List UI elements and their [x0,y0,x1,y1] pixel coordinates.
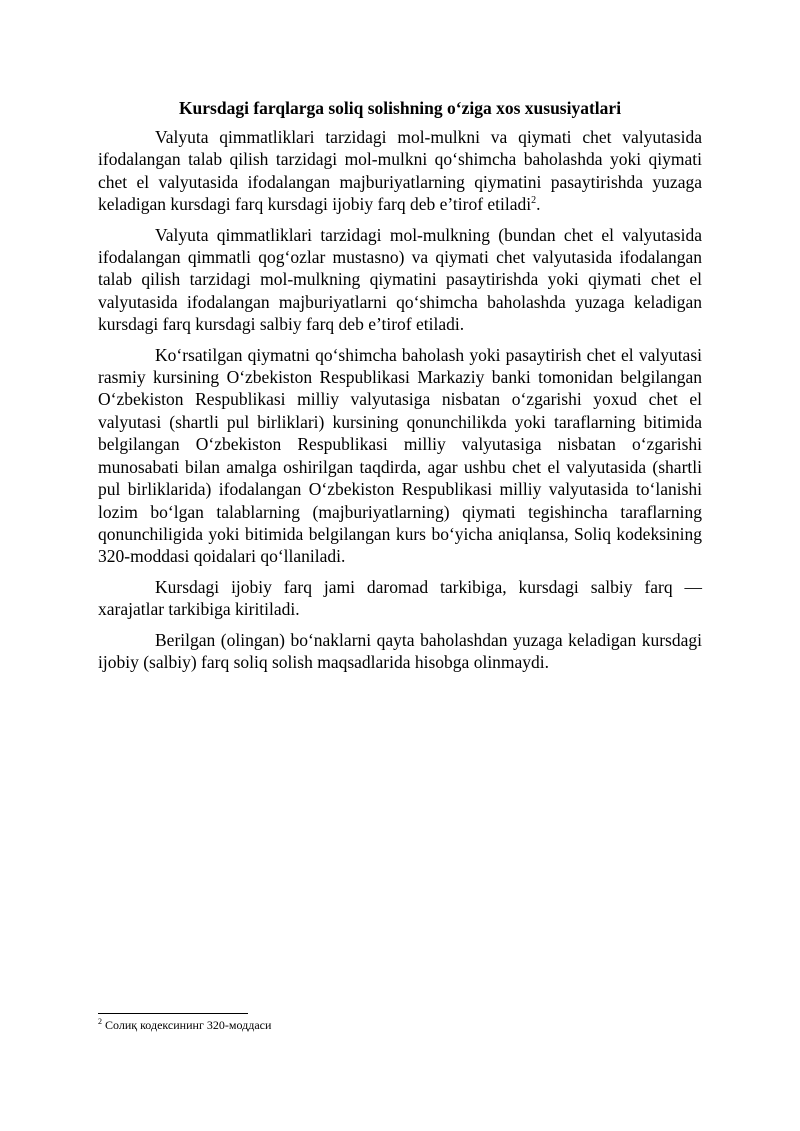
footnote [98,1018,702,1033]
paragraph-1 [98,126,702,216]
paragraph-3: Ko‘rsatilgan qiymatni qo‘shimcha baholash yoki pasaytirish chet el valyutasi rasmiy kursining O‘zbekiston Respublikasi Markaziy banki tomonidan belgilangan O‘zbekiston Respublikasi milliy valyutasiga nisbatan o‘zgarishi yoxud chet el valyutasi (shartli pul birliklari) kursining qonunchilikda yoki taraflarning bitimida belgilangan O‘zbekiston Respublikasi milliy valyutasiga nisbatan o‘zgarishi munosabati bilan amalga oshirilgan taqdirda, agar ushbu chet el valyutasida (shartli pul birliklarida) ifodalangan O‘zbekiston Respublikasi milliy valyutasida to‘lanishi lozim bo‘lgan talablarning (majburiyatlarning) qiymati tegishincha taraflarning qonunchiligida yoki bitimida belgilangan kurs bo‘yicha aniqlansa, Soliq kodeksining 320-moddasi qoidalari qo‘llaniladi. [98,344,702,567]
footnote-number: 2 [98,1017,102,1026]
footnote-text: Солиқ кодексининг 320-моддаси [105,1018,272,1032]
paragraph-2: Valyuta qimmatliklari tarzidagi mol-mulkning (bundan chet el valyutasida ifodalangan qimmatli qog‘ozlar mustasno) va qiymati chet valyutasida ifodalangan talab qilish tarzidagi mol-mulkning qiymatini pasaytirishda yoki qiymati chet el valyutasida ifodalangan majburiyatlarni qo‘shimcha baholashda yuzaga keladigan kursdagi farq kursdagi salbiy farq deb e’tirof etiladi. [98,224,702,335]
document-body [98,126,702,681]
footnote-separator [98,1013,248,1014]
paragraph-4: Kursdagi ijobiy farq jami daromad tarkibiga, kursdagi salbiy farq — xarajatlar tarkibiga kiritiladi. [98,576,702,620]
page-title: Kursdagi farqlarga soliq solishning o‘ziga xos xususiyatlari [178,98,622,118]
paragraph-1-end: . [536,194,541,215]
footnote-reference[interactable]: 2 [531,195,537,207]
paragraph-5: Berilgan (olingan) bo‘naklarni qayta baholashdan yuzaga keladigan kursdagi ijobiy (salbiy) farq soliq solish maqsadlarida hisobga olinmaydi. [98,629,702,672]
paragraph-1-text: Valyuta qimmatliklari tarzidagi mol-mulkni va qiymati chet valyutasida ifodalangan talab qilish tarzidagi mol-mulkni qo‘shimcha baholashda yoki qiymati chet el valyutasida ifodalangan majburiyatlarning qiymatini pasaytirishda yuzaga keladigan kursdagi farq kursdagi ijobiy farq deb e’tirof etiladi [98,127,702,215]
